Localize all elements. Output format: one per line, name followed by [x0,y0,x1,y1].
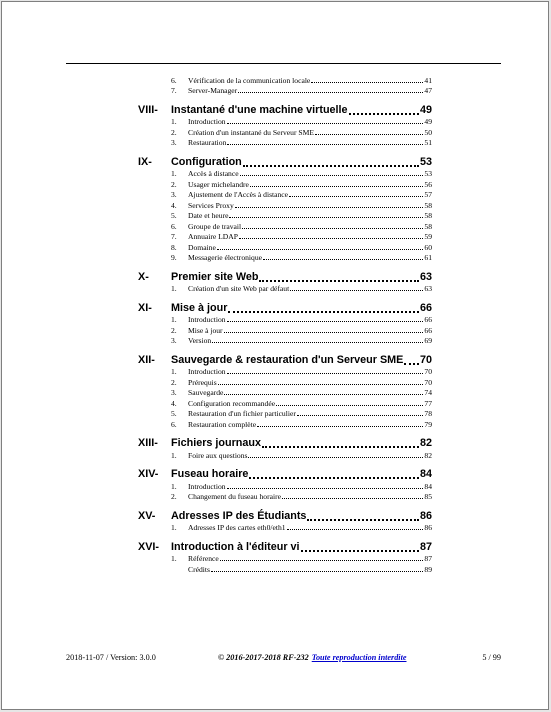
toc-section-entry[interactable] [138,398,432,409]
toc-section-title: Introduction [188,315,226,324]
toc-chapter-title: Fichiers journaux [171,437,261,449]
toc-section-entry[interactable] [138,169,432,180]
toc-dot-leader [315,134,423,135]
toc-dot-leader [282,498,423,499]
toc-chapter-number: XI- [138,301,152,314]
toc-chapter-title: Sauvegarde & restauration d'un Serveur SME [171,353,404,366]
toc-page-number: 87 [424,554,432,563]
toc-page-number: 51 [424,138,432,147]
toc-section-number: 2. [171,492,177,501]
toc-section-entry[interactable] [138,367,432,378]
toc-section-number: 7. [171,86,177,95]
toc-chapter-number: XV- [138,509,156,522]
toc-section-title: Crédits [188,564,210,574]
toc-page-number: 66 [419,301,432,314]
toc-section-number: 4. [171,200,177,210]
toc-chapter-title: Adresses IP des Étudiants [171,509,307,522]
toc-page-number: 53 [419,155,432,168]
toc-dot-leader [249,477,419,479]
toc-section-number: 3. [171,190,177,199]
toc-section-entry[interactable] [138,242,432,253]
toc-page-number: 74 [424,388,432,397]
toc-chapter-title: Fuseau horaire [171,468,249,480]
toc-section-number: 2. [171,179,177,189]
toc-dot-leader [404,363,419,365]
toc-page-number: 85 [424,492,432,501]
toc-chapter-title: Introduction à l'éditeur vi [171,540,300,553]
toc-section-entry[interactable] [138,117,432,128]
toc-page-number: 66 [424,315,432,324]
toc-chapter-title: Configuration [171,155,242,168]
toc-section-title: Accès à distance [188,169,239,178]
toc-section-title: Restauration complète [188,419,257,429]
toc-section-entry[interactable] [138,336,432,347]
toc-section-number: 1. [171,554,177,563]
toc-dot-leader [224,394,423,395]
toc-page-number: 87 [419,540,432,553]
toc-chapter-entry[interactable] [138,502,432,523]
toc-section-number: 3. [171,336,177,345]
toc-dot-leader [228,311,419,313]
toc-chapter-number: XIII- [138,437,158,449]
page-footer [66,653,501,665]
toc-page-number: 63 [419,270,432,283]
toc-dot-leader [290,290,423,291]
toc-section-title: Ajustement de l'Accès à distance [188,190,289,199]
toc-page-number: 79 [424,419,432,429]
toc-page-number: 86 [419,509,432,522]
toc-page-number: 86 [424,523,432,532]
toc-page-number: 70 [424,377,432,387]
toc-section-entry[interactable] [138,253,432,264]
toc-dot-leader [240,175,424,176]
toc-dot-leader [257,426,423,427]
toc-section-entry[interactable] [138,377,432,388]
toc-dot-leader [276,405,423,406]
toc-section-entry[interactable] [138,419,432,430]
toc-section-entry[interactable] [138,138,432,149]
toc-page-number: 49 [419,103,432,116]
toc-page-number: 41 [424,75,432,85]
toc-dot-leader [263,259,423,260]
toc-dot-leader [301,550,419,552]
toc-section-entry[interactable] [138,86,432,97]
toc-section-number: 8. [171,242,177,252]
toc-section-number: 5. [171,409,177,418]
toc-section-number: 3. [171,388,177,397]
toc-page-number: 61 [424,253,432,262]
toc-section-entry[interactable] [138,450,432,461]
toc-chapter-entry[interactable] [138,294,432,315]
toc-page-number: 63 [424,284,432,293]
toc-dot-leader [235,207,424,208]
toc-section-number: 1. [171,450,177,460]
toc-page-number: 47 [424,86,432,95]
toc-page-number: 58 [424,221,432,231]
toc-page-number: 60 [424,242,432,252]
toc-section-title: Services Proxy [188,200,234,210]
toc-dot-leader [229,217,423,218]
toc-dot-leader [289,196,423,197]
toc-dot-leader [220,560,424,561]
toc-section-title: Domaine [188,242,216,252]
toc-chapter-entry[interactable] [138,346,432,367]
toc-dot-leader [227,373,424,374]
toc-section-entry[interactable] [138,190,432,201]
toc-page-number: 50 [424,127,432,137]
toc-section-entry[interactable] [138,179,432,190]
toc-section-entry[interactable] [138,221,432,232]
toc-section-title: Usager michelandre [188,179,249,189]
toc-section-number: 7. [171,232,177,241]
toc-page-number: 84 [424,481,432,491]
toc-chapter-title: Premier site Web [171,270,259,283]
toc-chapter-entry[interactable] [138,461,432,482]
toc-chapter-number: XVI- [138,540,159,553]
toc-dot-leader [218,384,424,385]
toc-chapter-title: Instantané d'une machine virtuelle [171,103,348,116]
toc-section-title: Server-Manager [188,86,238,95]
toc-dot-leader [239,238,423,239]
toc-section-number: 6. [171,75,177,85]
toc-page-number: 58 [424,200,432,210]
toc-dot-leader [217,249,424,250]
toc-dot-leader [259,280,419,282]
footer-reproduction-link[interactable]: Toute reproduction interdite [311,653,407,662]
toc-section-title: Prérequis [188,377,217,387]
toc-section-title: Version [188,336,212,345]
toc-dot-leader [297,415,424,416]
toc-dot-leader [211,571,423,572]
toc-page-number: 58 [424,211,432,220]
toc-chapter-number: IX- [138,155,152,168]
toc-section-title: Mise à jour [188,325,223,335]
toc-section-title: Introduction [188,481,226,491]
toc-section-entry[interactable] [138,409,432,420]
toc-section-entry[interactable] [138,315,432,326]
toc-section-title: Groupe de travail [188,221,242,231]
toc-dot-leader [262,446,419,448]
toc-section-title: Annuaire LDAP [188,232,238,241]
table-of-contents [138,75,432,575]
toc-section-title: Création d'un instantané du Serveur SME [188,127,315,137]
toc-section-entry[interactable] [138,75,432,86]
toc-section-title: Foire aux questions [188,450,248,460]
toc-dot-leader [248,457,423,458]
toc-section-entry[interactable] [138,481,432,492]
toc-section-number: 6. [171,221,177,231]
toc-chapter-number: X- [138,270,149,283]
toc-chapter-entry[interactable] [138,96,432,117]
toc-section-title: Vérification de la communication locale [188,75,311,85]
toc-chapter-title: Mise à jour [171,301,228,314]
toc-dot-leader [243,165,419,167]
toc-section-entry[interactable] [138,492,432,503]
toc-section-number: 1. [171,117,177,126]
toc-dot-leader [227,321,424,322]
toc-section-number: 9. [171,253,177,262]
toc-page-number: 69 [424,336,432,345]
toc-section-title: Référence [188,554,219,563]
toc-page-number: 57 [424,190,432,199]
toc-chapter-entry[interactable] [138,430,432,451]
toc-section-number: 1. [171,481,177,491]
toc-section-entry[interactable] [138,554,432,565]
toc-dot-leader [287,529,424,530]
toc-section-title: Introduction [188,367,226,376]
toc-section-title: Configuration recommandée [188,398,276,408]
toc-page-number: 84 [419,468,432,480]
footer-page-number: 5 / 99 [482,653,501,662]
footer-date-version: 2018-11-07 / Version: 3.0.0 [66,653,156,662]
toc-dot-leader [227,144,423,145]
toc-section-entry[interactable] [138,127,432,138]
toc-dot-leader [349,113,419,115]
toc-section-entry[interactable] [138,284,432,295]
toc-chapter-entry[interactable] [138,148,432,169]
toc-dot-leader [242,228,423,229]
header-rule [66,63,501,64]
document-page [1,1,549,710]
toc-section-entry[interactable] [138,200,432,211]
toc-section-title: Messagerie électronique [188,253,263,262]
toc-page-number: 89 [424,564,432,574]
toc-section-entry[interactable] [138,211,432,222]
toc-page-number: 66 [424,325,432,335]
toc-section-entry[interactable] [138,523,432,534]
toc-section-number: 2. [171,377,177,387]
toc-section-number: 1. [171,367,177,376]
toc-dot-leader [250,186,423,187]
toc-chapter-number: XII- [138,353,155,366]
toc-section-number: 2. [171,127,177,137]
toc-chapter-number: XIV- [138,468,159,480]
toc-chapter-number: VIII- [138,103,158,116]
toc-section-entry[interactable] [138,325,432,336]
toc-page-number: 59 [424,232,432,241]
toc-page-number: 70 [419,353,432,366]
toc-chapter-entry[interactable] [138,533,432,554]
toc-dot-leader [227,488,424,489]
toc-page-number: 70 [424,367,432,376]
toc-section-number: 1. [171,523,177,532]
toc-section-title: Création d'un site Web par défaut [188,284,290,293]
toc-section-entry[interactable] [138,564,432,575]
toc-dot-leader [212,342,423,343]
toc-section-title: Adresses IP des cartes eth0/eth1 [188,523,286,532]
footer-copyright-text: © 2016-2017-2018 RF-232 [218,653,309,662]
toc-page-number: 82 [424,450,432,460]
toc-page-number: 77 [424,398,432,408]
toc-page-number: 56 [424,179,432,189]
toc-chapter-entry[interactable] [138,263,432,284]
toc-dot-leader [307,519,419,521]
toc-section-number: 1. [171,284,177,293]
toc-section-title: Introduction [188,117,226,126]
toc-page-number: 49 [424,117,432,126]
toc-section-number: 1. [171,315,177,324]
toc-page-number: 53 [424,169,432,178]
toc-dot-leader [311,82,423,83]
toc-dot-leader [227,123,424,124]
toc-dot-leader [224,332,424,333]
toc-section-number: 1. [171,169,177,178]
toc-section-title: Sauvegarde [188,388,224,397]
toc-page-number: 82 [419,437,432,449]
toc-section-entry[interactable] [138,232,432,243]
toc-dot-leader [238,92,423,93]
toc-section-title: Restauration [188,138,227,147]
toc-section-title: Date et heure [188,211,229,220]
toc-section-number: 5. [171,211,177,220]
toc-page-number: 78 [424,409,432,418]
toc-section-number: 3. [171,138,177,147]
toc-section-number: 2. [171,325,177,335]
footer-copyright [218,653,407,662]
toc-section-entry[interactable] [138,388,432,399]
toc-section-number: 6. [171,419,177,429]
toc-section-number: 4. [171,398,177,408]
toc-section-title: Changement du fuseau horaire [188,492,281,501]
toc-section-title: Restauration d'un fichier particulier [188,409,296,418]
